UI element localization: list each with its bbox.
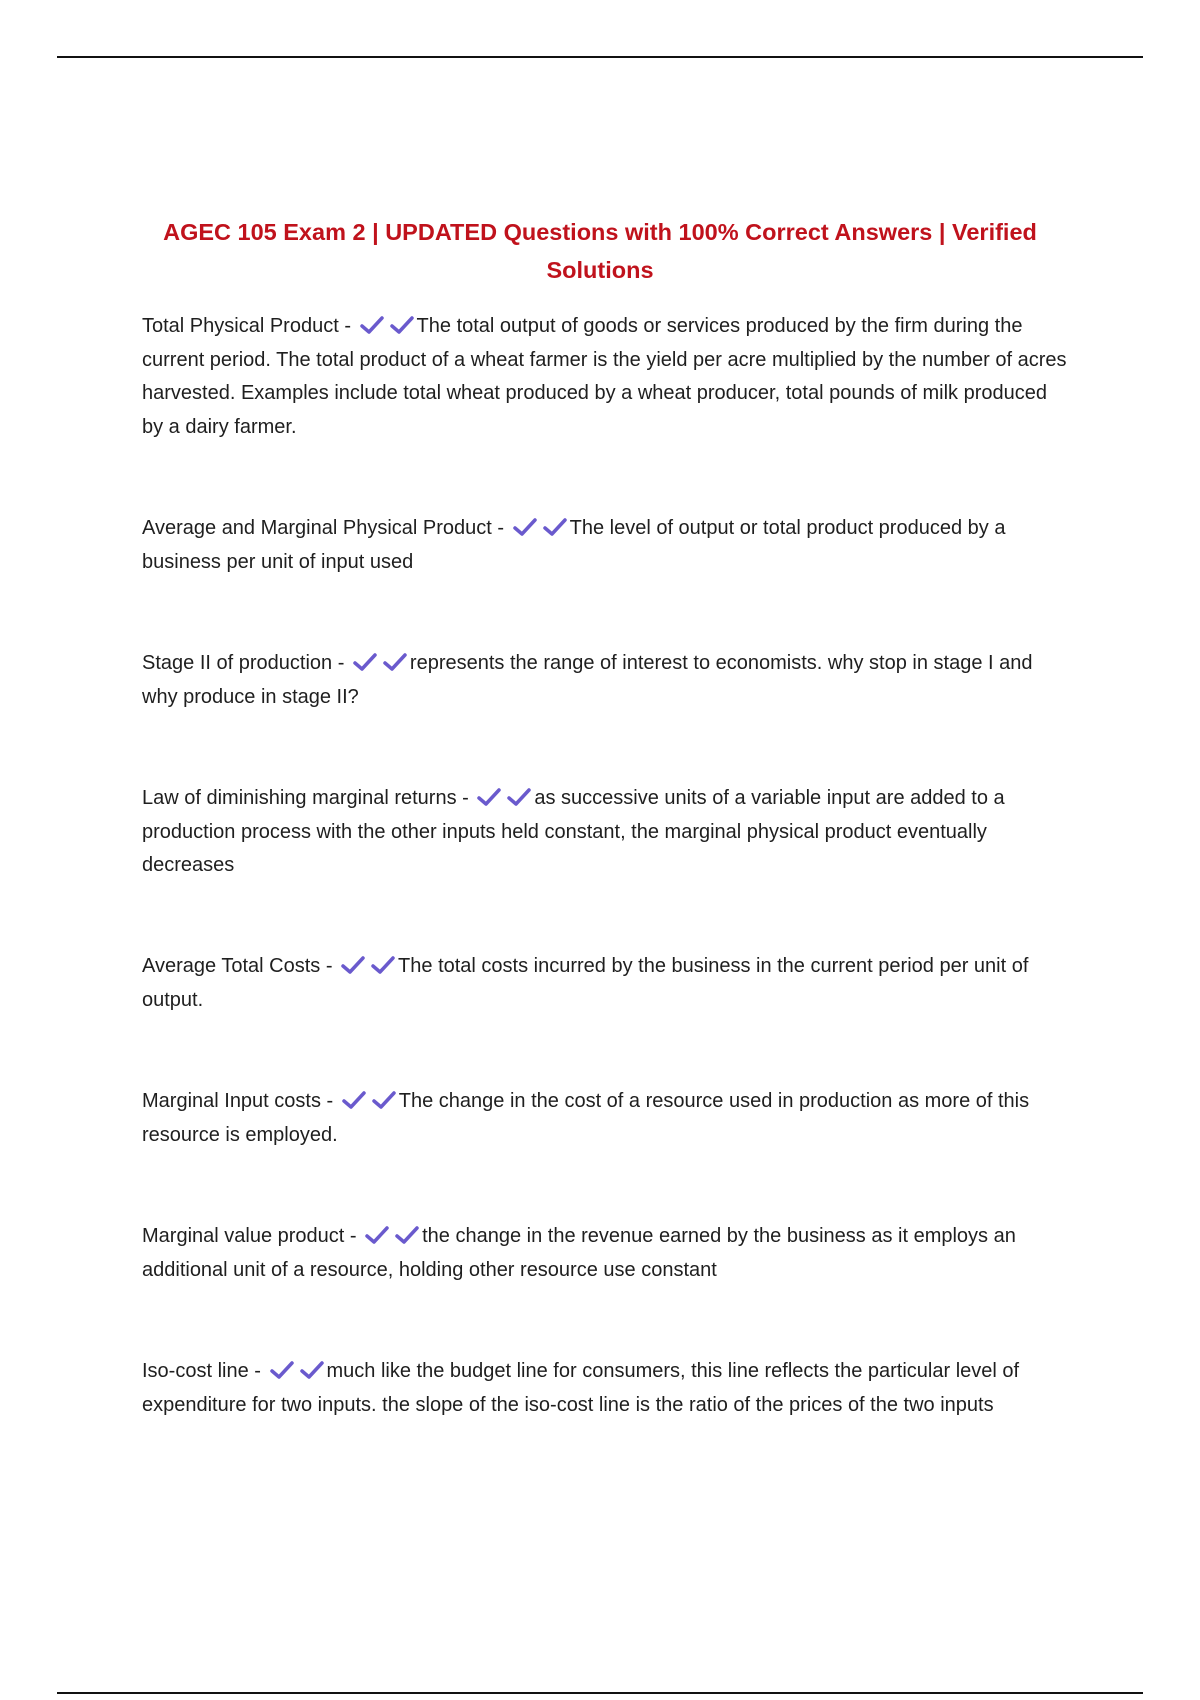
checkmark-icon <box>340 955 366 975</box>
qa-entry <box>142 782 1072 883</box>
entry-separator: - <box>456 787 475 809</box>
checkmark-icon <box>269 1360 295 1380</box>
entry-term: Average and Marginal Physical Product <box>142 517 492 539</box>
entry-separator: - <box>332 652 350 674</box>
entry-separator: - <box>248 1360 267 1382</box>
checkmark-icon <box>506 787 532 807</box>
entry-term: Marginal Input costs <box>142 1090 321 1112</box>
entry-separator: - <box>320 955 339 977</box>
checkmark-icon <box>352 652 378 672</box>
qa-entry <box>142 310 1072 444</box>
checkmark-icon <box>476 787 502 807</box>
entry-definition: represents the range of interest to economists. why stop in stage I and why produce in stage II? <box>142 652 1033 708</box>
entry-definition: The total output of goods or services produced by the firm during the current period. The total product of a wheat farmer is the yield per acre multiplied by the number of acres harvested. Examples include total wheat produced by a wheat producer, total pounds of milk produced by a dairy farmer. <box>142 315 1067 438</box>
checkmark-icon <box>370 955 396 975</box>
qa-entry <box>142 950 1072 1017</box>
qa-entry <box>142 1220 1072 1287</box>
entry-term: Stage II of production <box>142 652 333 674</box>
entry-definition: The level of output or total product produced by a business per unit of input used <box>142 517 1006 573</box>
entry-definition: The change in the cost of a resource used in production as more of this resource is employed. <box>142 1090 1030 1146</box>
entry-definition: the change in the revenue earned by the business as it employs an additional unit of a resource, holding other resource use constant <box>142 1225 1016 1281</box>
checkmark-icon <box>512 517 538 537</box>
entry-separator: - <box>320 1090 339 1112</box>
entry-term: Average Total Costs <box>142 955 321 977</box>
checkmark-icon <box>364 1225 390 1245</box>
document-title: AGEC 105 Exam 2 | UPDATED Questions with 100% Correct Answers | Verified Solutions <box>163 219 1037 283</box>
checkmark-icon <box>371 1090 397 1110</box>
checkmark-icon <box>341 1090 367 1110</box>
qa-entry <box>142 512 1072 579</box>
checkmark-icon <box>359 315 385 335</box>
bottom-divider <box>57 1692 1143 1694</box>
checkmark-icon <box>382 652 408 672</box>
entry-term: Law of diminishing marginal returns <box>142 787 457 809</box>
entry-separator: - <box>338 315 357 337</box>
checkmark-icon <box>389 315 415 335</box>
entry-separator: - <box>491 517 510 539</box>
qa-entry <box>142 1355 1072 1422</box>
top-divider <box>57 56 1143 58</box>
checkmark-icon <box>542 517 568 537</box>
entry-definition: much like the budget line for consumers, this line reflects the particular level of expenditure for two inputs. the slope of the iso-cost line is the ratio of the prices of the two inputs <box>142 1360 1020 1416</box>
entry-definition: as successive units of a variable input are added to a production process with the other inputs held constant, the marginal physical product eventually decreases <box>142 787 1005 876</box>
qa-entry <box>142 647 1072 714</box>
entry-separator: - <box>344 1225 363 1247</box>
qa-entry <box>142 1085 1072 1152</box>
checkmark-icon <box>299 1360 325 1380</box>
entry-term: Marginal value product <box>142 1225 345 1247</box>
entry-term: Total Physical Product <box>142 315 339 337</box>
entry-definition: The total costs incurred by the business in the current period per unit of output. <box>142 955 1029 1011</box>
entry-term: Iso-cost line <box>142 1360 249 1382</box>
checkmark-icon <box>394 1225 420 1245</box>
